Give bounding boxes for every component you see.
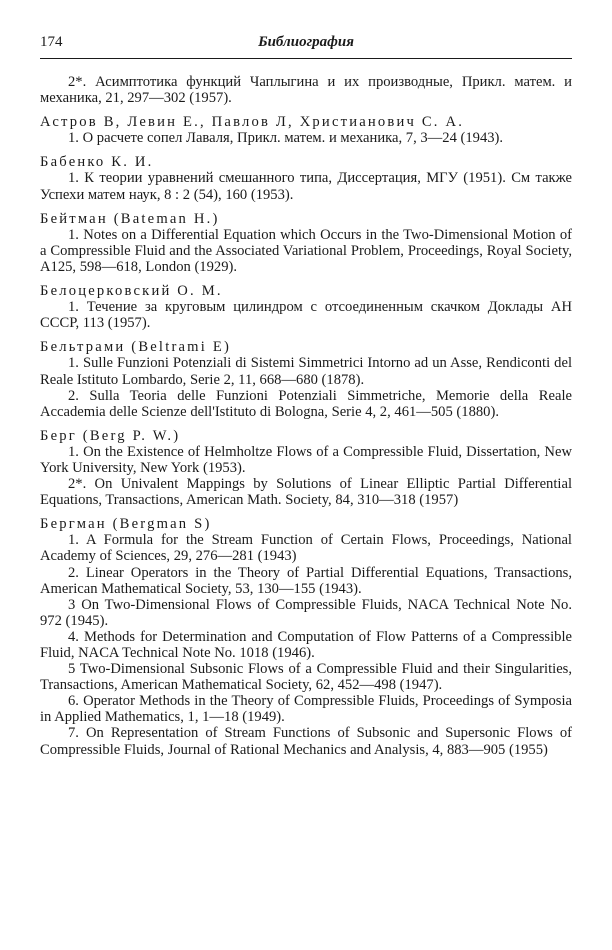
author-heading: Бергман (Bergman S) bbox=[40, 516, 212, 533]
author-heading: Белоцерковский О. М. bbox=[40, 283, 223, 300]
reference-item: 6. Operator Methods in the Theory of Compressible Fluids, Proceedings of Symposia in Applied Mathematics, 1, 1—18 (1949). bbox=[40, 693, 572, 726]
reference-item: 7. On Representation of Stream Functions of Subsonic and Supersonic Flows of Compressible Fluids, Journal of Rational Mechanics and Analysis, 4, 883—905 (1955) bbox=[40, 725, 572, 758]
reference-item: 1. A Formula for the Stream Function of Certain Flows, Proceedings, National Academy of Sciences, 29, 276—281 (1943) bbox=[40, 532, 572, 565]
reference-item: 3 On Two-Dimensional Flows of Compressible Fluids, NACA Technical Note No. 972 (1945). bbox=[40, 596, 572, 629]
author-heading: Берг (Berg P. W.) bbox=[40, 427, 181, 444]
page bbox=[40, 34, 572, 758]
reference-item: 5 Two-Dimensional Subsonic Flows of a Compressible Fluid and their Singularities, Transactions, American Mathematical Society, 62, 452—498 (1947). bbox=[40, 661, 572, 694]
bibliography-entry bbox=[40, 211, 572, 275]
reference-item: 1. К теории уравнений смешанного типа, Диссертация, МГУ (1951). См также Успехи матем наук, 8 : 2 (54), 160 (1953). bbox=[40, 170, 572, 203]
bibliography-entry bbox=[40, 154, 572, 202]
bibliography-list bbox=[40, 74, 572, 758]
page-number: 174 bbox=[40, 34, 63, 50]
bibliography-entry bbox=[40, 283, 572, 331]
header-rule bbox=[40, 58, 572, 59]
bibliography-entry bbox=[40, 428, 572, 508]
bibliography-entry bbox=[40, 339, 572, 419]
bibliography-entry bbox=[40, 516, 572, 757]
reference-item: 2*. On Univalent Mappings by Solutions of Linear Elliptic Partial Differential Equations, Transactions, American Math. Society, 84, 310—318 (1957) bbox=[40, 476, 572, 509]
reference-item: 1. Notes on a Differential Equation which Occurs in the Two-Dimensional Motion of a Compressible Fluid and the Associated Variational Problem, Proceedings, Royal Society, A125, 598—618, London (1929). bbox=[40, 226, 572, 275]
author-heading: Бабенко К. И. bbox=[40, 154, 154, 171]
reference-item: 2. Linear Operators in the Theory of Partial Differential Equations, Transactions, American Mathematical Society, 53, 130—155 (1943). bbox=[40, 564, 572, 597]
reference-item: 4. Methods for Determination and Computation of Flow Patterns of a Compressible Fluid, NACA Technical Note No. 1018 (1946). bbox=[40, 628, 572, 661]
running-title: Библиография bbox=[258, 34, 354, 50]
bibliography-entry bbox=[40, 74, 572, 106]
reference-item: 2*. Асимптотика функций Чаплыгина и их производные, Прикл. матем. и механика, 21, 297—302 (1957). bbox=[40, 74, 572, 107]
author-heading: Бельтрами (Beltrami E) bbox=[40, 339, 232, 356]
bibliography-entry bbox=[40, 114, 572, 146]
reference-item: 1. Sulle Funzioni Potenziali di Sistemi Simmetrici Intorno ad un Asse, Rendiconti del Reale Istituto Lombardo, Serie 2, 11, 668—680 (1878). bbox=[40, 355, 572, 388]
author-heading: Астров В, Левин Е., Павлов Л, Христианович С. А. bbox=[40, 114, 465, 131]
reference-item: 2. Sulla Teoria delle Funzioni Potenziali Simmetriche, Memorie della Reale Accademia delle Scienze dell'Istituto di Bologna, Serie 4, 2, 461—505 (1880). bbox=[40, 387, 572, 420]
reference-item: 1. Течение за круговым цилиндром с отсоединенным скачком Доклады АН СССР, 113 (1957). bbox=[40, 299, 572, 332]
page-header bbox=[40, 34, 572, 56]
reference-item: 1. On the Existence of Helmholtze Flows of a Compressible Fluid, Dissertation, New York University, New York (1953). bbox=[40, 443, 572, 476]
reference-item: 1. О расчете сопел Лаваля, Прикл. матем. и механика, 7, 3—24 (1943). bbox=[68, 130, 504, 147]
author-heading: Бейтман (Bateman H.) bbox=[40, 210, 220, 227]
